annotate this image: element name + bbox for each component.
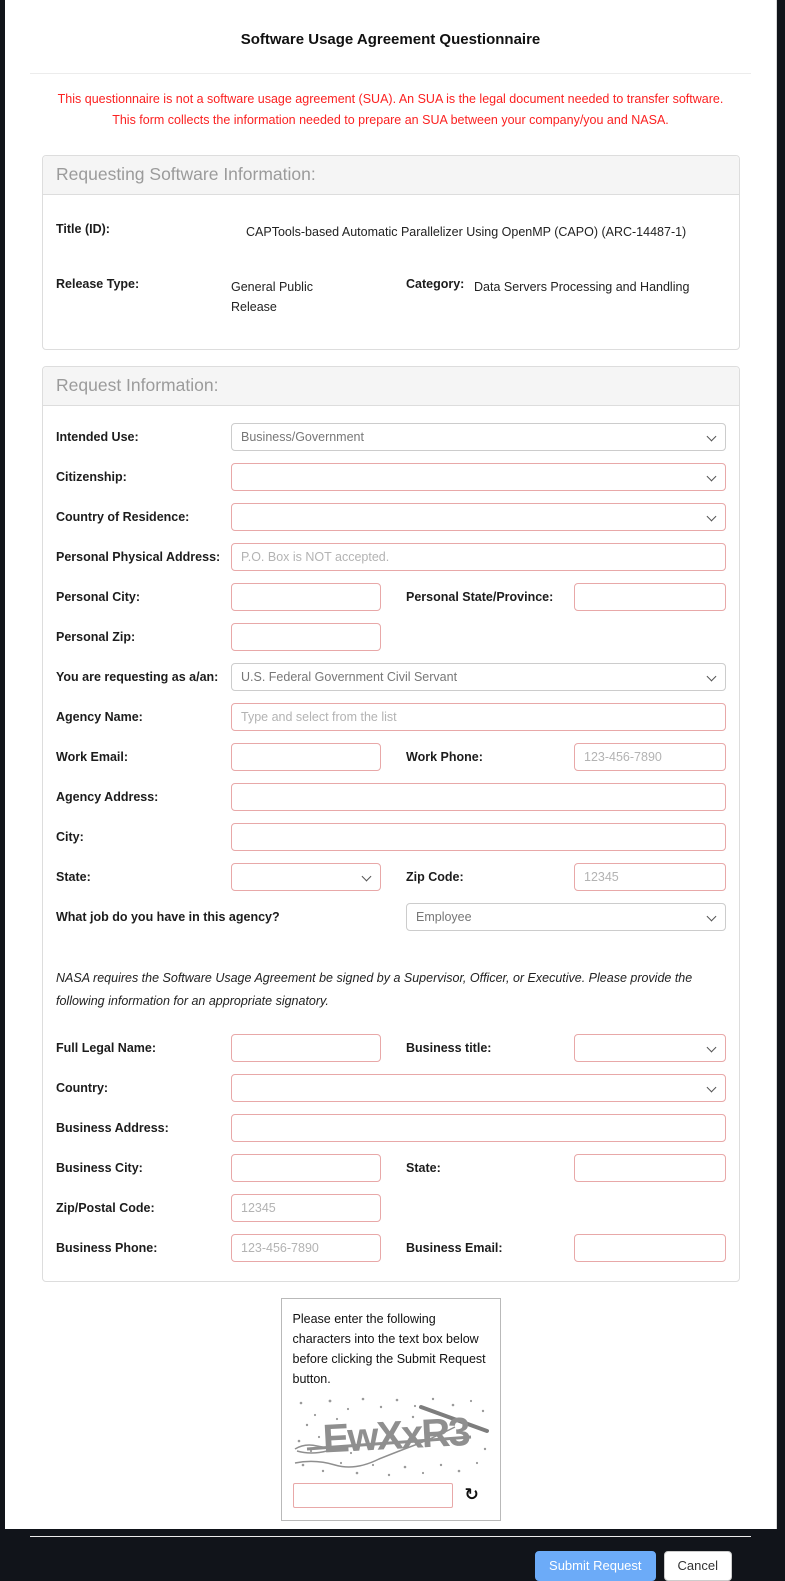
zip-postal-code-input[interactable] (231, 1194, 381, 1222)
citizenship-select[interactable] (231, 463, 726, 491)
intended-use-select[interactable] (231, 423, 726, 451)
business-email-label: Business Email: (406, 1241, 503, 1255)
state-label: State: (56, 870, 91, 884)
requesting-as-label: You are requesting as a/an: (56, 670, 219, 684)
business-phone-input[interactable] (231, 1234, 381, 1262)
personal-zip-input[interactable] (231, 623, 381, 651)
work-phone-label: Work Phone: (406, 750, 483, 764)
business-state-label: State: (406, 1161, 441, 1175)
chevron-down-icon (707, 432, 717, 442)
form-page (5, 0, 777, 1573)
chevron-down-icon (707, 512, 717, 522)
request-info-header: Request Information: (43, 367, 739, 406)
job-label: What job do you have in this agency? (56, 910, 280, 924)
requesting-as-value: U.S. Federal Government Civil Servant (241, 670, 458, 684)
form-actions (5, 1551, 732, 1581)
category-value: Data Servers Processing and Handling (474, 280, 690, 294)
intended-use-label: Intended Use: (56, 430, 139, 444)
title-id-label: Title (ID): (56, 222, 110, 236)
city-label: City: (56, 830, 84, 844)
chevron-down-icon (707, 1043, 717, 1053)
business-city-label: Business City: (56, 1161, 143, 1175)
captcha-box (281, 1298, 501, 1521)
country-of-residence-select[interactable] (231, 503, 726, 531)
agency-address-input[interactable] (231, 783, 726, 811)
full-legal-name-label: Full Legal Name: (56, 1041, 157, 1055)
business-email-input[interactable] (574, 1234, 726, 1262)
job-select[interactable] (406, 903, 726, 931)
full-legal-name-input[interactable] (231, 1034, 381, 1062)
category-label: Category: (406, 277, 465, 291)
bottom-divider (30, 1536, 751, 1537)
captcha-image (293, 1393, 489, 1481)
warning-line-1: This questionnaire is not a software usage agreement (SUA). An SUA is the legal document needed to transfer software. (57, 92, 724, 106)
agency-address-label: Agency Address: (56, 790, 159, 804)
zip-code-label: Zip Code: (406, 870, 464, 884)
agency-name-input[interactable] (231, 703, 726, 731)
country-select[interactable] (231, 1074, 726, 1102)
chevron-down-icon (707, 672, 717, 682)
personal-zip-label: Personal Zip: (56, 630, 136, 644)
country-of-residence-label: Country of Residence: (56, 510, 190, 524)
work-email-input[interactable] (231, 743, 381, 771)
business-city-input[interactable] (231, 1154, 381, 1182)
personal-address-input[interactable] (231, 543, 726, 571)
work-phone-input[interactable] (574, 743, 726, 771)
captcha-instructions: Please enter the following characters into the text box below before clicking the Submit Request button. (292, 1312, 486, 1386)
city-input[interactable] (231, 823, 726, 851)
business-title-select[interactable] (574, 1034, 726, 1062)
country-label: Country: (56, 1081, 109, 1095)
captcha-input[interactable] (293, 1483, 453, 1508)
zip-code-input[interactable] (574, 863, 726, 891)
submit-request-button[interactable]: Submit Request (535, 1551, 656, 1581)
software-info-panel (42, 155, 740, 350)
personal-state-label: Personal State/Province: (406, 590, 554, 604)
page-title: Software Usage Agreement Questionnaire (240, 31, 541, 48)
software-info-header: Requesting Software Information: (43, 156, 739, 195)
captcha-characters: EwXxR3 (321, 1409, 470, 1462)
citizenship-label: Citizenship: (56, 470, 127, 484)
business-state-input[interactable] (574, 1154, 726, 1182)
business-address-label: Business Address: (56, 1121, 169, 1135)
intended-use-value: Business/Government (241, 430, 364, 444)
personal-address-label: Personal Physical Address: (56, 550, 221, 564)
business-title-label: Business title: (406, 1041, 492, 1055)
agency-name-label: Agency Name: (56, 710, 143, 724)
job-value: Employee (416, 910, 472, 924)
warning-message (5, 89, 776, 131)
title-id-value: CAPTools-based Automatic Parallelizer Using OpenMP (CAPO) (ARC-14487-1) (246, 225, 687, 239)
chevron-down-icon (707, 1083, 717, 1093)
warning-line-2: This form collects the information needed to prepare an SUA between your company/you and NASA. (112, 113, 669, 127)
personal-city-label: Personal City: (56, 590, 141, 604)
release-type-label: Release Type: (56, 277, 140, 291)
personal-city-input[interactable] (231, 583, 381, 611)
personal-state-input[interactable] (574, 583, 726, 611)
request-info-panel (42, 366, 740, 1282)
signatory-note: NASA requires the Software Usage Agreement be signed by a Supervisor, Officer, or Executive. Please provide the following information for an appropriate signatory. (56, 971, 693, 1008)
business-address-input[interactable] (231, 1114, 726, 1142)
work-email-label: Work Email: (56, 750, 129, 764)
requesting-as-select[interactable] (231, 663, 726, 691)
chevron-down-icon (362, 872, 372, 882)
release-type-value: General Public Release (231, 280, 313, 314)
refresh-captcha-icon[interactable]: ↻ (464, 1485, 479, 1505)
chevron-down-icon (707, 912, 717, 922)
state-select[interactable] (231, 863, 381, 891)
chevron-down-icon (707, 472, 717, 482)
cancel-button[interactable]: Cancel (664, 1551, 732, 1581)
zip-postal-code-label: Zip/Postal Code: (56, 1201, 155, 1215)
business-phone-label: Business Phone: (56, 1241, 158, 1255)
top-divider (30, 73, 751, 74)
